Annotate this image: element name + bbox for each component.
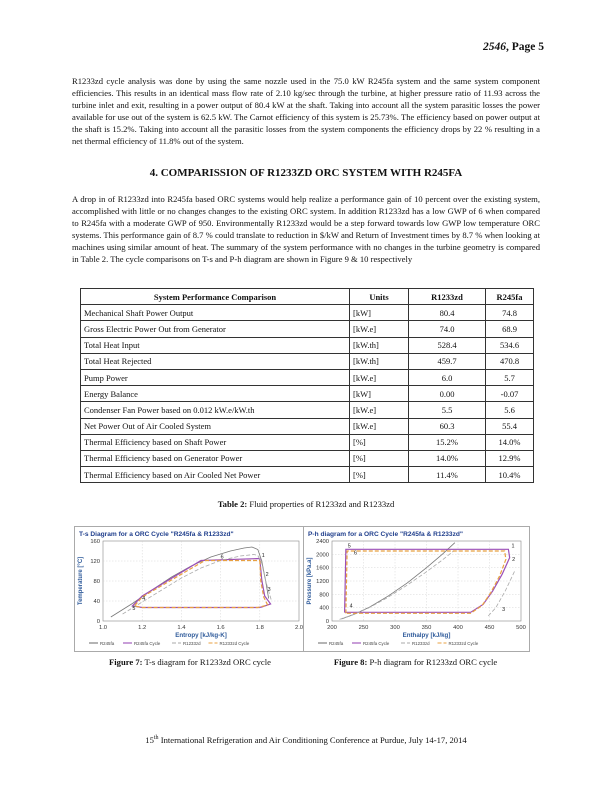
y-axis-label: Pressure [kPa.a] [307, 557, 313, 605]
chart-title: P-h diagram for a ORC Cycle "R245fa & R1233zd" [308, 531, 464, 538]
y-tick-label: 2000 [316, 552, 329, 559]
table-header-row [81, 289, 534, 305]
performance-table [80, 288, 534, 483]
table-cell: 10.4% [486, 467, 534, 483]
table-cell: 60.3 [409, 418, 486, 434]
table-cell: [kW.e] [350, 369, 409, 385]
y-tick-label: 40 [93, 599, 100, 605]
table-cell: 15.2% [409, 434, 486, 450]
table-caption-label: Table 2: [217, 499, 248, 509]
table-cell: 14.0% [409, 450, 486, 466]
table-cell: 55.4 [486, 418, 534, 434]
page-number [483, 41, 544, 53]
table-cell: Mechanical Shaft Power Output [81, 305, 350, 321]
table-row [81, 467, 534, 483]
table-caption [72, 499, 540, 509]
figure-ph-diagram [303, 526, 530, 652]
x-tick-label: 250 [358, 625, 369, 631]
table-cell: Energy Balance [81, 386, 350, 402]
state-point-label: 4 [142, 596, 146, 602]
x-tick-label: 2.0 [294, 625, 304, 631]
state-point-label: 6 [354, 550, 358, 557]
table-cell: Gross Electric Power Out from Generator [81, 321, 350, 337]
figure-7-caption [74, 657, 306, 667]
table-cell: Total Heat Rejected [81, 353, 350, 369]
page-label: , Page 5 [505, 41, 544, 53]
table-cell: 534.6 [486, 337, 534, 353]
table-cell: Thermal Efficiency based on Air Cooled Net Power [81, 467, 350, 483]
x-axis-label: Entropy [kJ/kg-K] [175, 632, 227, 639]
table-row [81, 305, 534, 321]
table-cell: 80.4 [409, 305, 486, 321]
table-cell: 5.7 [486, 369, 534, 385]
y-tick-label: 0 [96, 619, 100, 625]
legend-entry: R245fa [100, 641, 115, 646]
state-point-label: 2 [265, 572, 269, 578]
state-point-label: 4 [349, 603, 353, 610]
table-row [81, 450, 534, 466]
x-tick-label: 400 [453, 625, 463, 631]
state-point-label: 2 [512, 557, 516, 563]
x-tick-label: 1.0 [98, 625, 108, 631]
table-cell: [kW.e] [350, 418, 409, 434]
table-cell: 5.6 [486, 402, 534, 418]
body-paragraph-2: A drop in of R1233zd into R245fa based ORC systems would help realize a performance gain of 10 percent over the existing system, accomplished with little or no changes changes to the existing ORC system. In addition R1233zd has a low GWP of 6 when compared to R245fa with a moderate GWP of 950. Environmentally R1233zd would be a step forward towards low GWP low temperature ORC systems. This performance gain of 8.7 % could translate to reduction in $/kW and Return of Investment times by 8.7 % when looking at machines using similar amount of heat. The summary of the system performance with no changes in the turbine geometry is compared in Table 2. The cycle comparisons on T-s and P-h diagram are shown in Figure 9 & 10 respectively [72, 194, 540, 264]
table-header: R245fa [486, 289, 534, 305]
state-point-label: 1 [261, 553, 265, 559]
state-point-label: 3 [267, 587, 271, 593]
table-cell: 0.00 [409, 386, 486, 402]
table-cell: 74.0 [409, 321, 486, 337]
figure-7-label: Figure 7: [109, 657, 143, 667]
x-tick-label: 350 [421, 625, 432, 631]
table-cell: Thermal Efficiency based on Shaft Power [81, 434, 350, 450]
table-cell: 459.7 [409, 353, 486, 369]
figure-8-text: P-h diagram for R1233zd ORC cycle [367, 657, 498, 667]
state-point-label: 6 [220, 554, 224, 561]
x-tick-label: 500 [516, 625, 526, 631]
table-cell: [%] [350, 434, 409, 450]
table-row [81, 353, 534, 369]
figure-ts-diagram [74, 526, 308, 652]
ts-chart [75, 527, 307, 651]
table-cell: Thermal Efficiency based on Generator Power [81, 450, 350, 466]
y-tick-label: 120 [90, 559, 100, 565]
table-row [81, 321, 534, 337]
table-cell: [kW] [350, 386, 409, 402]
x-tick-label: 1.6 [216, 625, 225, 631]
y-tick-label: 80 [93, 579, 100, 585]
table-cell: [%] [350, 467, 409, 483]
table-cell: -0.07 [486, 386, 534, 402]
table-cell: Condenser Fan Power based on 0.012 kW.e/kW.th [81, 402, 350, 418]
y-tick-label: 2400 [316, 539, 329, 545]
table-row [81, 434, 534, 450]
x-tick-label: 1.2 [138, 625, 147, 631]
legend-entry: R245fa Cycle [363, 641, 390, 646]
table-row [81, 369, 534, 385]
table-row [81, 418, 534, 434]
x-tick-label: 300 [390, 625, 400, 631]
table-cell: Total Heat Input [81, 337, 350, 353]
legend-entry: R1233zd [412, 641, 430, 646]
table-cell: 6.0 [409, 369, 486, 385]
y-tick-label: 1600 [316, 565, 329, 572]
page-footer [72, 735, 540, 745]
chart-title: T-s Diagram for a ORC Cycle "R245fa & R1233zd" [79, 531, 234, 538]
table-cell: [kW.th] [350, 353, 409, 369]
table-cell: Net Power Out of Air Cooled System [81, 418, 350, 434]
y-tick-label: 160 [90, 539, 100, 545]
table-header: Units [350, 289, 409, 305]
table-cell: 528.4 [409, 337, 486, 353]
state-point-label: 1 [511, 543, 515, 550]
y-tick-label: 1200 [316, 579, 329, 585]
footer-ordinal-suffix: th [153, 735, 159, 742]
table-caption-text: Fluid properties of R1233zd and R1233zd [247, 499, 395, 509]
state-point-label: 5 [347, 543, 351, 550]
figure-7-text: T-s diagram for R1233zd ORC cycle [142, 657, 271, 667]
x-tick-label: 450 [484, 625, 495, 631]
body-paragraph-1: R1233zd cycle analysis was done by using the same nozzle used in the 75.0 kW R245fa system and the same system component efficiencies. This results in an identical mass flow rate of 2.10 kg/sec through the turbine, at higher pressure ratio of 11.93 across the turbine inlet and exit, resulting in a power output of 80.4 kW at the shaft. Taking into account all the system parasitic losses the power available for use out of the system is 62.5 kW. The Carnot efficiency of this system is 25.73%. The efficiency based on power output at the shaft is 15.2%. Taking into account all the parasitic losses from the system components the efficiency drops by 22 % resulting in a net thermal efficiency of 11.8% out of the system. [72, 76, 540, 146]
y-tick-label: 400 [319, 605, 329, 612]
y-axis-label: Temperature [°C] [78, 556, 84, 606]
state-point-label: 3 [502, 607, 506, 613]
table-cell: [kW.e] [350, 402, 409, 418]
figure-8-label: Figure 8: [333, 657, 368, 667]
state-point-label: 5 [132, 606, 136, 612]
table-row [81, 337, 534, 353]
x-axis-label: Enthalpy [kJ/kg] [402, 632, 451, 639]
table-row [81, 402, 534, 418]
legend-entry: R1233zd Cycle [219, 641, 250, 646]
table-cell: [%] [350, 450, 409, 466]
footer-ordinal: 15 [145, 735, 154, 745]
y-tick-label: 0 [325, 619, 329, 625]
table-row [81, 386, 534, 402]
legend-entry: R1233zd [183, 641, 201, 646]
table-header: R1233zd [409, 289, 486, 305]
y-tick-label: 800 [319, 592, 329, 599]
table-cell: [kW.th] [350, 337, 409, 353]
legend-entry: R245fa [329, 641, 344, 646]
ph-chart [304, 527, 529, 651]
x-tick-label: 1.4 [177, 625, 186, 631]
paper-number: 2546 [482, 41, 506, 53]
table-cell: 68.9 [486, 321, 534, 337]
table-cell: 5.5 [409, 402, 486, 418]
footer-text: International Refrigeration and Air Conditioning Conference at Purdue, July 14-17, 2014 [158, 735, 467, 745]
table-cell: 11.4% [409, 467, 486, 483]
table-cell: 12.9% [486, 450, 534, 466]
table-header: System Performance Comparison [81, 289, 350, 305]
table-cell: 470.8 [486, 353, 534, 369]
x-tick-label: 1.8 [255, 625, 264, 631]
x-tick-label: 200 [327, 625, 337, 631]
table-cell: [kW.e] [350, 321, 409, 337]
legend-entry: R1233zd Cycle [448, 641, 479, 646]
section-heading: 4. COMPARISSION OF R1233ZD ORC SYSTEM WITH R245FA [149, 167, 463, 179]
legend-entry: R245fa Cycle [134, 641, 161, 646]
table-cell: Pump Power [81, 369, 350, 385]
table-cell: 74.8 [486, 305, 534, 321]
figure-8-caption [303, 657, 528, 667]
table-cell: [kW] [350, 305, 409, 321]
table-cell: 14.0% [486, 434, 534, 450]
